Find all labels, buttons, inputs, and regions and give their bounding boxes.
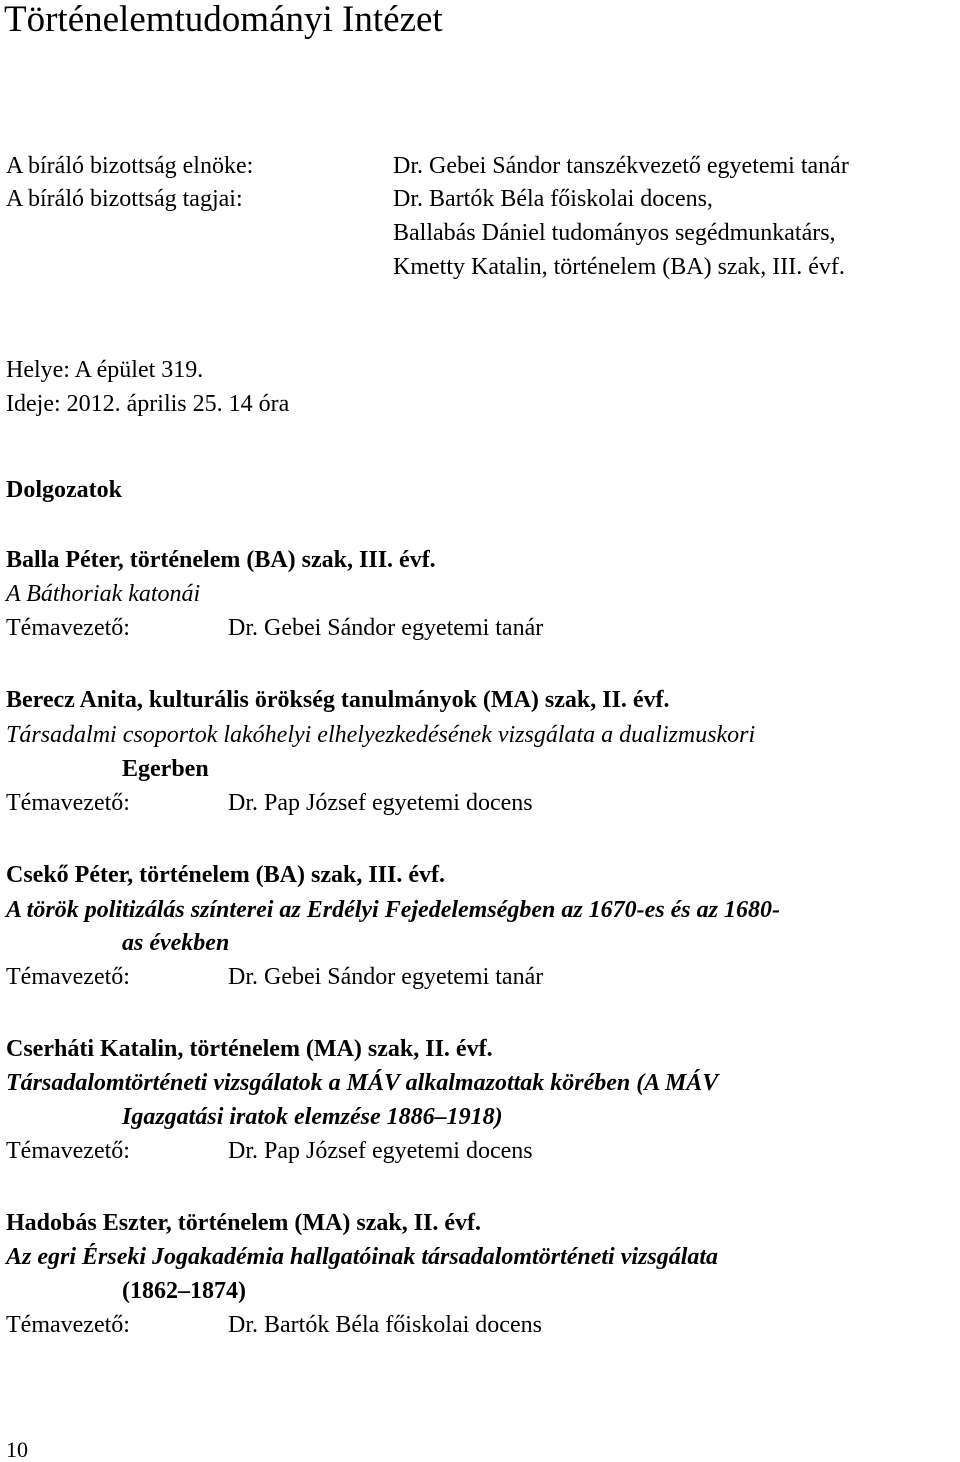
paper-title: A török politizálás színterei az Erdélyi Fejedelemségben az 1670-es és az 1680- [6,897,780,923]
supervisor-label: Témavezető: [6,1138,130,1164]
supervisor-label: Témavezető: [6,615,130,641]
venue-place: Helye: A épület 319. [6,357,204,383]
papers-heading: Dolgozatok [6,477,122,503]
supervisor-label: Témavezető: [6,790,130,816]
members-label: A bíráló bizottság tagjai: [6,186,243,212]
paper-author: Hadobás Eszter, történelem (MA) szak, II. évf. [6,1210,482,1236]
paper-author: Berecz Anita, kulturális örökség tanulmányok (MA) szak, II. évf. [6,687,670,713]
paper-author: Csekő Péter, történelem (BA) szak, III. évf. [6,862,446,888]
supervisor-label: Témavezető: [6,964,130,990]
chair-value: Dr. Gebei Sándor tanszékvezető egyetemi tanár [393,153,849,179]
paper-supervisor: Dr. Bartók Béla főiskolai docens [228,1312,542,1338]
paper-title-continuation: Egerben [122,756,209,782]
member-item: Ballabás Dániel tudományos segédmunkatárs, [393,220,836,246]
paper-author: Balla Péter, történelem (BA) szak, III. évf. [6,547,436,573]
paper-title-continuation: Igazgatási iratok elemzése 1886–1918) [122,1104,503,1130]
paper-title-continuation: as években [122,930,230,956]
paper-supervisor: Dr. Pap József egyetemi docens [228,790,533,816]
institute-title: Történelemtudományi Intézet [4,0,443,40]
paper-title: Társadalomtörténeti vizsgálatok a MÁV alkalmazottak körében (A MÁV [6,1070,719,1096]
paper-title: Az egri Érseki Jogakadémia hallgatóinak társadalomtörténeti vizsgálata [6,1244,719,1270]
page-number: 10 [6,1437,28,1462]
paper-supervisor: Dr. Gebei Sándor egyetemi tanár [228,615,544,641]
member-item: Dr. Bartók Béla főiskolai docens, [393,186,713,212]
member-item: Kmetty Katalin, történelem (BA) szak, III. évf. [393,254,845,280]
supervisor-label: Témavezető: [6,1312,130,1338]
chair-label: A bíráló bizottság elnöke: [6,153,254,179]
venue-time: Ideje: 2012. április 25. 14 óra [6,391,290,417]
paper-title: A Báthoriak katonái [6,581,201,607]
paper-title-continuation: (1862–1874) [122,1278,246,1304]
paper-supervisor: Dr. Gebei Sándor egyetemi tanár [228,964,544,990]
paper-author: Cserháti Katalin, történelem (MA) szak, II. évf. [6,1036,493,1062]
paper-supervisor: Dr. Pap József egyetemi docens [228,1138,533,1164]
paper-title: Társadalmi csoportok lakóhelyi elhelyezkedésének vizsgálata a dualizmuskori [6,722,756,748]
